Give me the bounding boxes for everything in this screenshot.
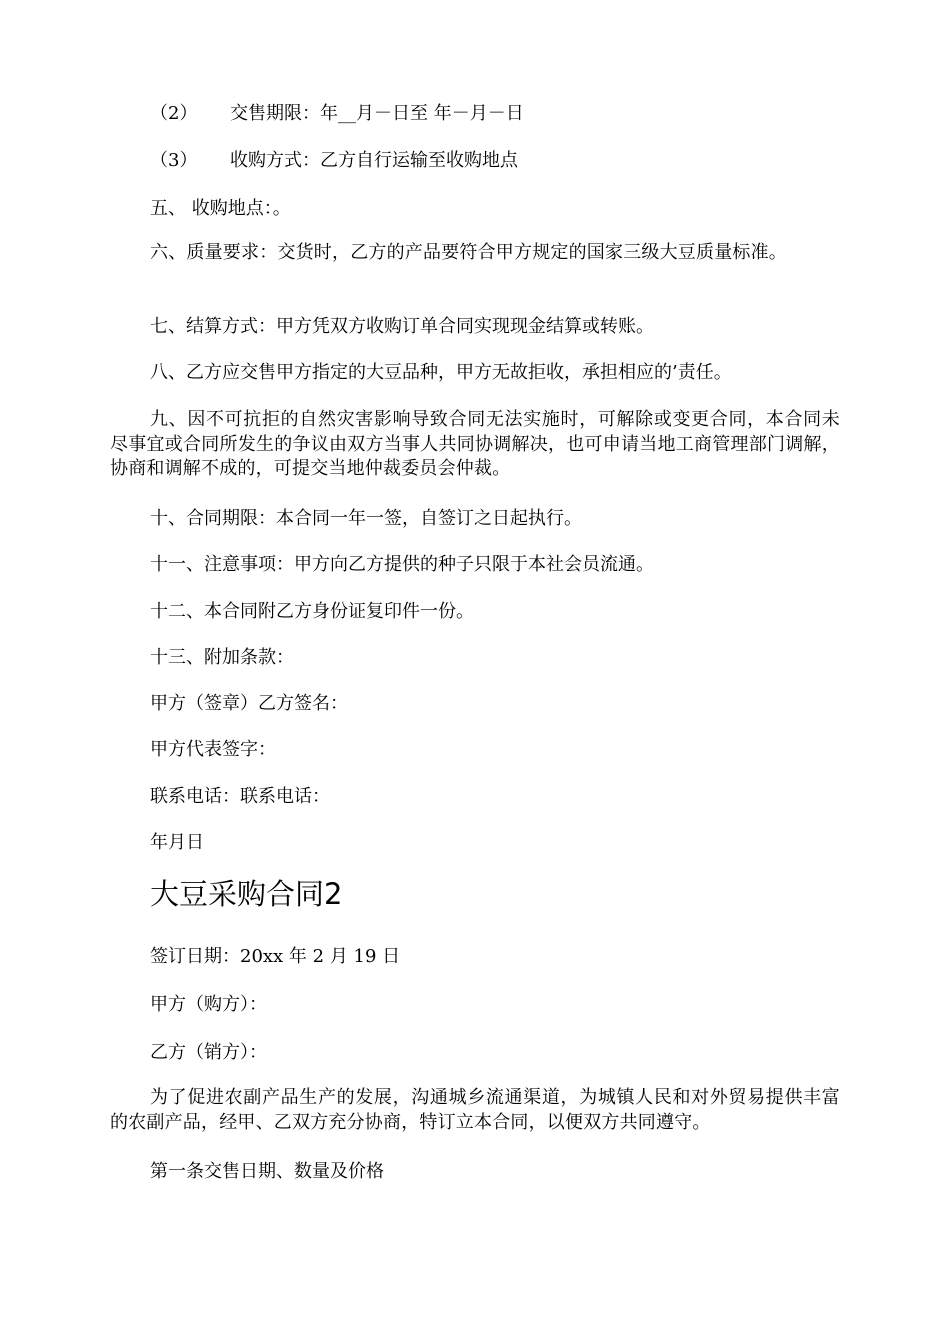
- clause-13: 十三、附加条款：: [150, 647, 294, 668]
- date-line: 年月日: [150, 832, 204, 853]
- intro-paragraph: 为了促进农副产品生产的发展，沟通城乡流通渠道，为城镇人民和对外贸易提供丰富的农副产品，经甲、乙双方充分协商，特订立本合同，以便双方共同遵守。: [110, 1087, 840, 1133]
- clause-12: 十二、本合同附乙方身份证复印件一份。: [150, 601, 474, 622]
- list-item: [150, 149, 518, 173]
- item-text: 交售期限：年__月－日至 年－月－日: [230, 103, 524, 124]
- clause-10: 十、合同期限：本合同一年一签，自签订之日起执行。: [150, 508, 582, 529]
- item-text: 收购方式：乙方自行运输至收购地点: [230, 150, 518, 171]
- article-1-heading: 第一条交售日期、数量及价格: [150, 1161, 384, 1182]
- item-number: （2）: [150, 103, 198, 124]
- contact-phone: 联系电话：联系电话：: [150, 786, 330, 807]
- item-number: （3）: [150, 150, 198, 171]
- section-title: 大豆采购合同2: [150, 877, 343, 911]
- party-b: 乙方（销方）：: [150, 1042, 267, 1063]
- signing-date: 签订日期：20xx 年 2 月 19 日: [150, 946, 401, 967]
- clause-11: 十一、注意事项：甲方向乙方提供的种子只限于本社会员流通。: [150, 554, 654, 575]
- clause-6: 六、质量要求：交货时，乙方的产品要符合甲方规定的国家三级大豆质量标准。: [150, 242, 787, 263]
- list-item: [150, 102, 524, 126]
- signature-line: 甲方（签章）乙方签名：: [150, 693, 348, 714]
- clause-9: 九、因不可抗拒的自然灾害影响导致合同无法实施时，可解除或变更合同，本合同未尽事宜或合同所发生的争议由双方当事人共同协调解决，也可申请当地工商管理部门调解，协商和调解不成的，可提交当地仲裁委员会仲裁。: [110, 409, 840, 479]
- clause-8: 八、乙方应交售甲方指定的大豆品种，甲方无故拒收，承担相应的’责任。: [150, 362, 732, 383]
- representative-signature: 甲方代表签字：: [150, 739, 276, 760]
- clause-5: 五、 收购地点：。: [150, 198, 291, 219]
- clause-7: 七、结算方式：甲方凭双方收购订单合同实现现金结算或转账。: [150, 316, 654, 337]
- party-a: 甲方（购方）：: [150, 994, 267, 1015]
